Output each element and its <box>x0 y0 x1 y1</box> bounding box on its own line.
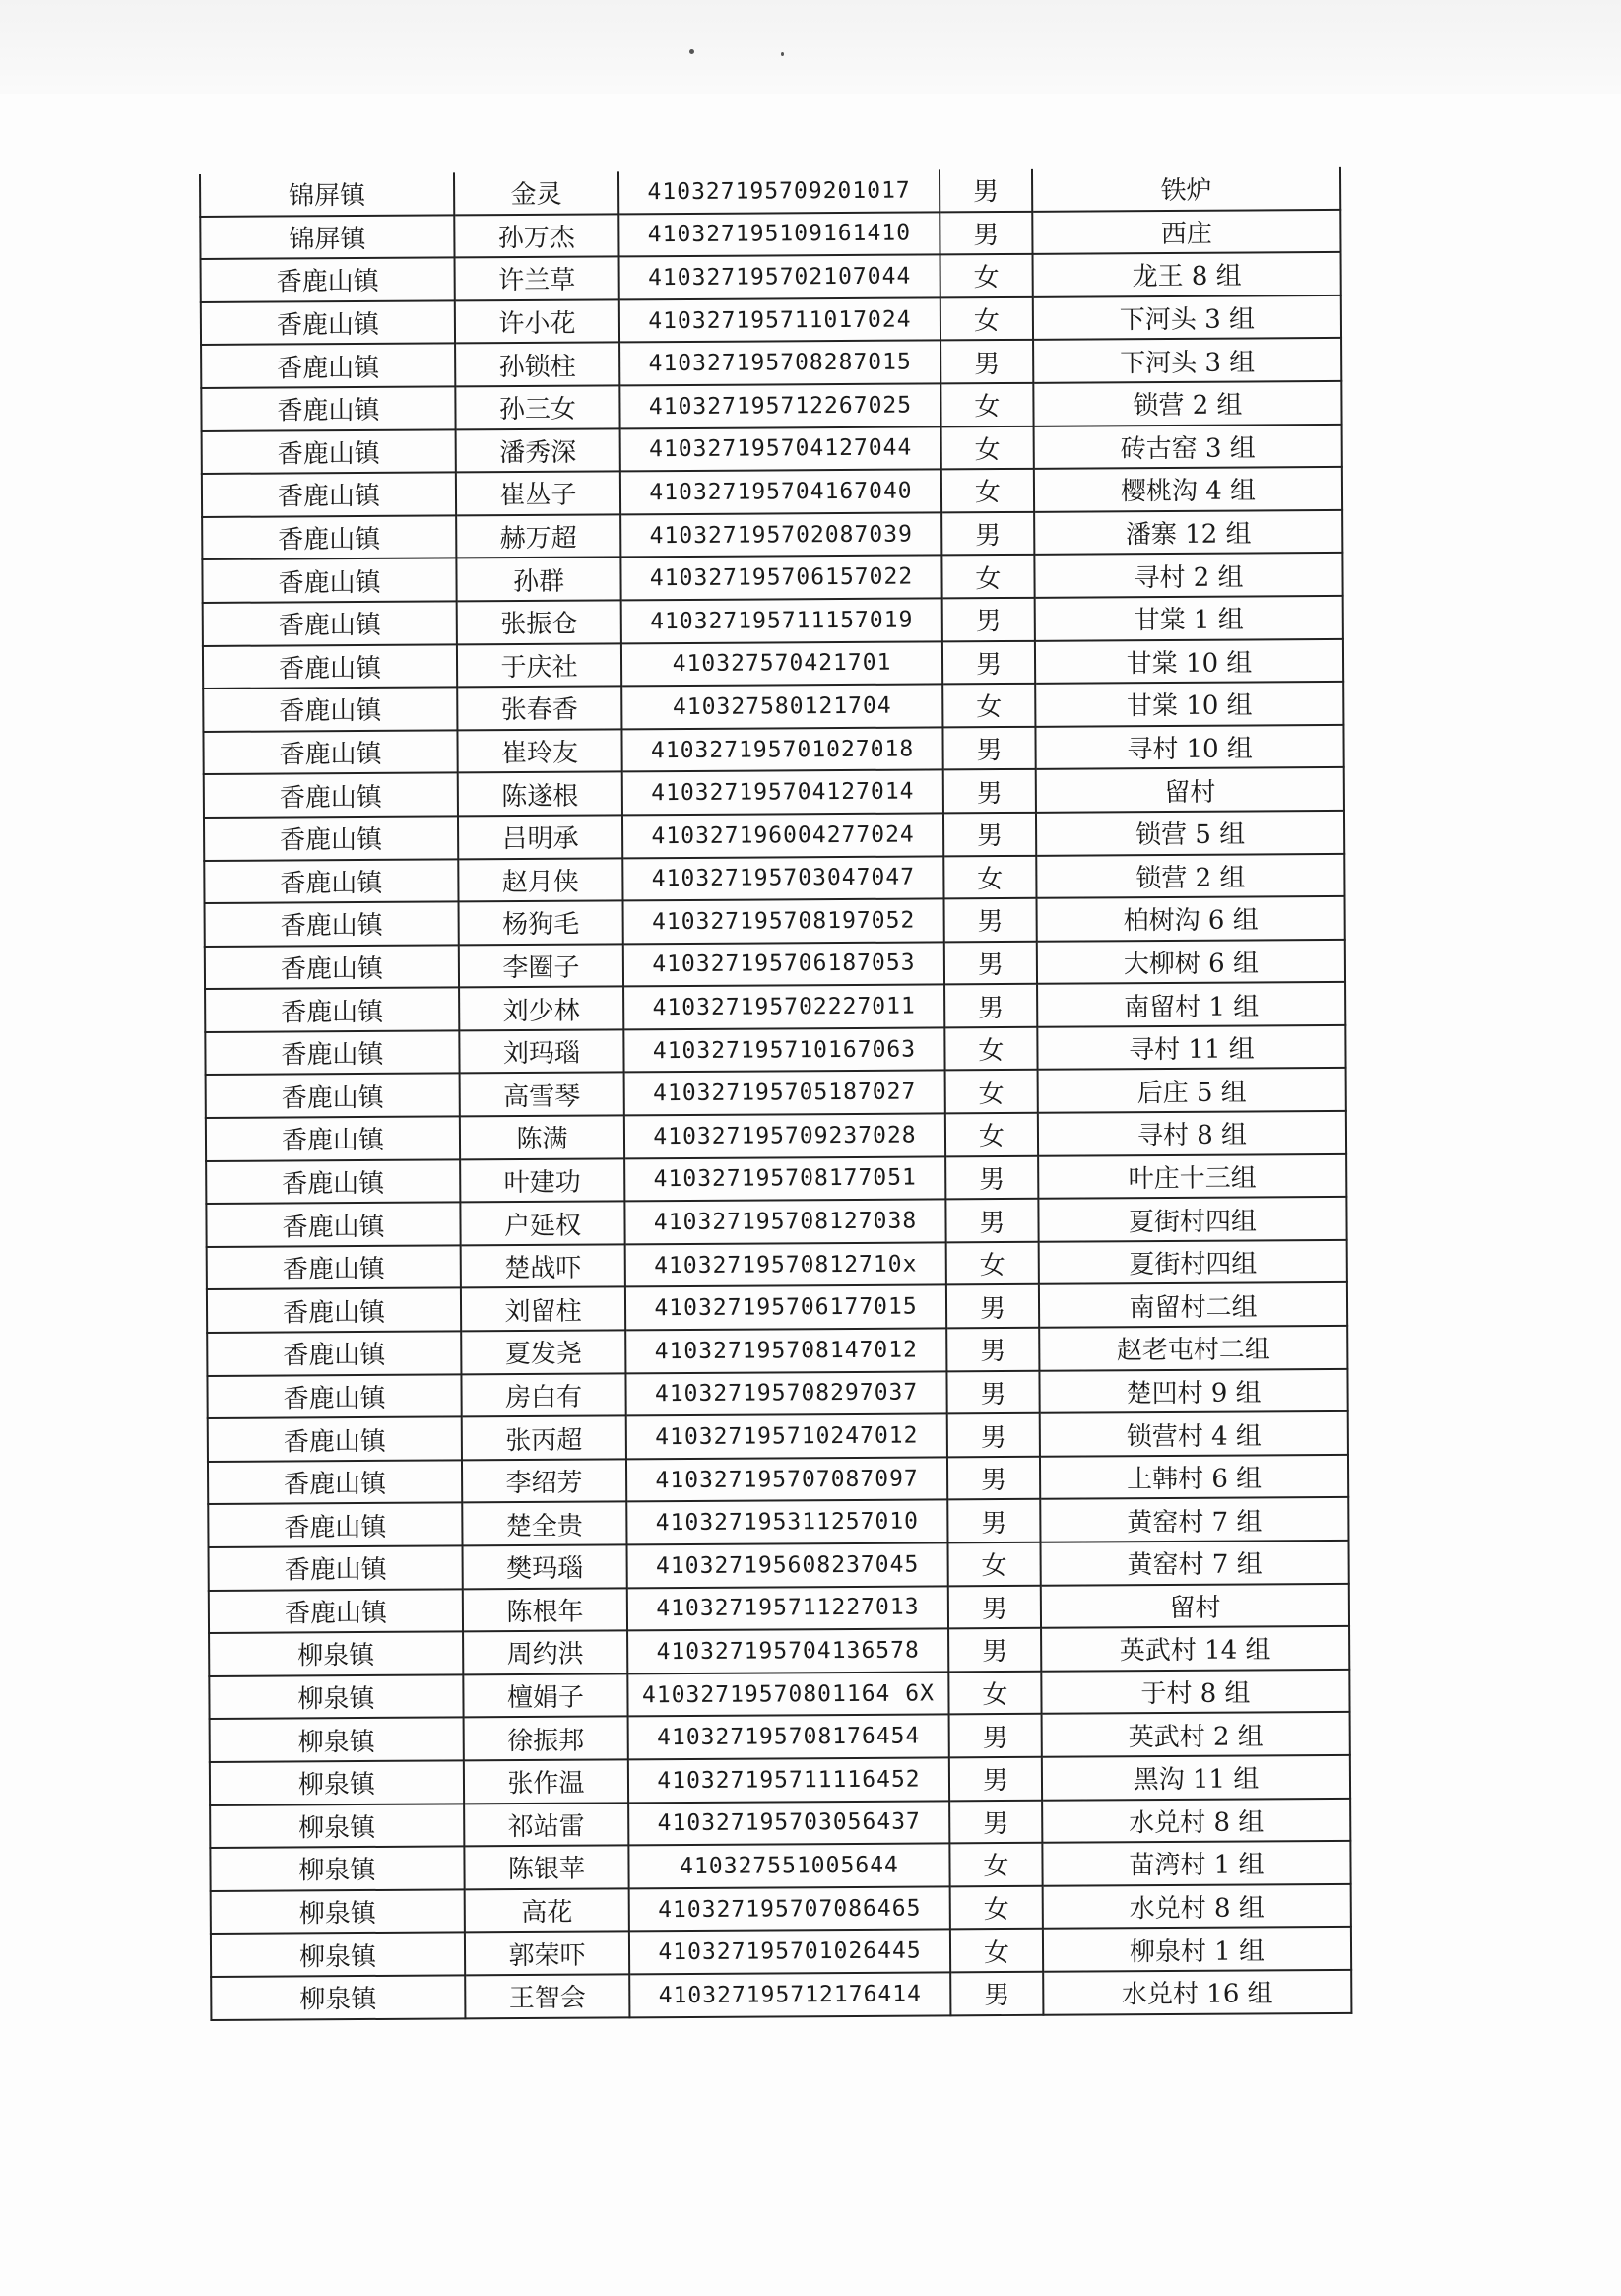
table-row <box>202 510 1342 560</box>
town-cell: 香鹿山镇 <box>204 773 458 818</box>
address-cell: 留村 <box>1036 767 1344 813</box>
address-cell: 于村 8 组 <box>1041 1670 1349 1715</box>
id-number-cell: 410327195608237045 <box>627 1542 948 1588</box>
id-number-cell: 410327195712267025 <box>619 383 940 428</box>
table-row <box>202 467 1342 517</box>
name-cell: 张振仓 <box>457 600 621 644</box>
table-row <box>206 1111 1346 1161</box>
town-cell: 香鹿山镇 <box>208 1503 462 1547</box>
name-cell: 陈遂根 <box>458 772 622 817</box>
gender-cell: 男 <box>947 1413 1040 1457</box>
name-cell: 刘玛瑙 <box>459 1029 623 1074</box>
table-row <box>209 1583 1349 1633</box>
table-row <box>208 1411 1348 1462</box>
address-cell: 后庄 5 组 <box>1038 1068 1346 1113</box>
table-row <box>204 811 1344 861</box>
town-cell: 香鹿山镇 <box>204 816 458 860</box>
id-number-cell: 410327195708287015 <box>619 341 940 386</box>
id-number-cell: 410327195709201017 <box>618 169 940 214</box>
town-cell: 香鹿山镇 <box>207 1245 461 1289</box>
address-cell: 砖古窑 3 组 <box>1034 424 1342 469</box>
name-cell: 陈满 <box>460 1115 624 1159</box>
address-cell: 锁营村 4 组 <box>1040 1411 1348 1457</box>
town-cell: 柳泉镇 <box>210 1760 464 1804</box>
scan-top-band <box>0 0 1621 94</box>
gender-cell: 女 <box>942 684 1035 727</box>
address-cell: 水兑村 8 组 <box>1042 1798 1350 1843</box>
gender-cell: 男 <box>945 1199 1038 1242</box>
table-row <box>208 1497 1348 1547</box>
gender-cell: 男 <box>949 1800 1042 1843</box>
town-cell: 香鹿山镇 <box>204 859 458 903</box>
town-cell: 香鹿山镇 <box>201 300 455 345</box>
name-cell: 祁站雷 <box>464 1803 628 1847</box>
table-row <box>209 1541 1349 1591</box>
table-row <box>207 1326 1347 1376</box>
name-cell: 张春香 <box>457 687 621 731</box>
table-row <box>205 982 1345 1032</box>
address-cell: 大柳树 6 组 <box>1037 940 1345 985</box>
address-cell: 龙王 8 组 <box>1033 252 1341 297</box>
gender-cell: 男 <box>947 1457 1040 1500</box>
table-row <box>200 210 1340 260</box>
gender-cell: 男 <box>950 1972 1043 2015</box>
name-cell: 潘秀深 <box>456 428 620 473</box>
name-cell: 吕明承 <box>458 815 622 859</box>
town-cell: 香鹿山镇 <box>202 429 456 474</box>
id-number-cell: 410327195710167063 <box>623 1027 944 1073</box>
id-number-cell: 410327195706157022 <box>620 556 941 601</box>
town-cell: 香鹿山镇 <box>203 644 457 689</box>
table-row <box>205 1025 1345 1076</box>
gender-cell: 男 <box>944 898 1037 942</box>
town-cell: 香鹿山镇 <box>207 1288 461 1333</box>
name-cell: 赵月侠 <box>458 858 622 902</box>
gender-cell: 女 <box>940 297 1033 341</box>
address-cell: 甘棠 10 组 <box>1035 638 1343 684</box>
id-number-cell: 410327195711157019 <box>621 598 942 643</box>
name-cell: 孙锁柱 <box>455 343 619 387</box>
town-cell: 香鹿山镇 <box>209 1545 463 1590</box>
gender-cell: 男 <box>941 512 1034 556</box>
town-cell: 香鹿山镇 <box>201 258 455 302</box>
town-cell: 香鹿山镇 <box>205 901 459 946</box>
address-cell: 西庄 <box>1032 210 1340 255</box>
table-row <box>203 682 1343 732</box>
town-cell: 香鹿山镇 <box>207 1374 461 1418</box>
gender-cell: 男 <box>943 813 1036 856</box>
table-row <box>211 1884 1351 1935</box>
gender-cell: 男 <box>946 1284 1039 1328</box>
table-row <box>203 638 1343 689</box>
id-number-cell: 410327195708176454 <box>628 1715 949 1760</box>
town-cell: 柳泉镇 <box>210 1718 464 1762</box>
town-cell: 香鹿山镇 <box>205 988 459 1032</box>
table-row <box>211 1970 1351 2020</box>
id-number-cell: 410327195708177051 <box>624 1156 945 1202</box>
table-row <box>206 1197 1346 1247</box>
name-cell: 樊玛瑙 <box>463 1544 627 1589</box>
gender-cell: 女 <box>949 1843 1042 1886</box>
id-number-cell: 410327195708197052 <box>623 898 944 944</box>
table-row <box>201 338 1341 388</box>
id-number-cell: 410327195712176414 <box>629 1972 950 2017</box>
name-cell: 陈根年 <box>463 1588 627 1632</box>
town-cell: 锦屏镇 <box>200 215 454 259</box>
name-cell: 孙万杰 <box>454 214 618 258</box>
gender-cell: 男 <box>944 942 1037 985</box>
id-number-cell: 410327195707086465 <box>629 1886 950 1932</box>
table-row <box>202 424 1342 474</box>
id-number-cell: 410327196004277024 <box>622 813 943 858</box>
gender-cell: 男 <box>947 1499 1040 1542</box>
town-cell: 柳泉镇 <box>211 1889 465 1934</box>
town-cell: 香鹿山镇 <box>206 1116 460 1160</box>
id-number-cell: 410327195704167040 <box>620 470 941 515</box>
table-row <box>207 1369 1347 1419</box>
name-cell: 李圈子 <box>459 944 623 988</box>
id-number-cell: 41032719570801164 6X <box>627 1672 948 1717</box>
id-number-cell: 410327195704127044 <box>620 426 941 472</box>
address-cell: 叶庄十三组 <box>1038 1154 1346 1200</box>
gender-cell: 男 <box>940 211 1032 254</box>
name-cell: 高雪琴 <box>460 1073 624 1117</box>
name-cell: 金灵 <box>454 171 618 215</box>
address-cell: 甘棠 10 组 <box>1035 682 1343 727</box>
gender-cell: 女 <box>944 1027 1037 1071</box>
id-number-cell: 41032719570812710x <box>625 1242 946 1287</box>
gender-cell: 男 <box>946 1370 1039 1413</box>
gender-cell: 女 <box>945 1070 1038 1113</box>
address-cell: 黄窑村 7 组 <box>1040 1497 1348 1542</box>
town-cell: 柳泉镇 <box>211 1933 465 1977</box>
table-row <box>207 1240 1347 1290</box>
name-cell: 陈银苹 <box>464 1846 628 1890</box>
name-cell: 许小花 <box>455 299 619 344</box>
table-row <box>210 1755 1350 1805</box>
gender-cell: 女 <box>950 1929 1043 1972</box>
name-cell: 叶建功 <box>460 1158 624 1203</box>
table-row <box>209 1626 1349 1676</box>
name-cell: 夏发尧 <box>461 1330 625 1374</box>
table-row <box>209 1670 1349 1720</box>
table-row <box>210 1798 1350 1848</box>
table-row <box>203 725 1343 775</box>
address-cell: 楚凹村 9 组 <box>1039 1369 1347 1414</box>
table-row <box>210 1712 1350 1762</box>
address-cell: 赵老屯村二组 <box>1039 1326 1347 1371</box>
name-cell: 楚全贵 <box>462 1502 626 1546</box>
address-cell: 夏街村四组 <box>1039 1240 1347 1285</box>
roster-body <box>200 167 1351 2020</box>
name-cell: 赫万超 <box>456 514 620 558</box>
id-number-cell: 410327195706177015 <box>625 1285 946 1331</box>
address-cell: 夏街村四组 <box>1038 1197 1346 1242</box>
gender-cell: 男 <box>940 169 1032 212</box>
address-cell: 留村 <box>1041 1583 1349 1628</box>
id-number-cell: 410327195701026445 <box>629 1930 950 1975</box>
gender-cell: 男 <box>940 340 1033 383</box>
scan-speck <box>689 49 694 54</box>
town-cell: 香鹿山镇 <box>206 1159 460 1204</box>
table-row <box>200 167 1340 217</box>
id-number-cell: 410327195711116452 <box>628 1757 949 1803</box>
town-cell: 香鹿山镇 <box>203 601 457 645</box>
address-cell: 苗湾村 1 组 <box>1042 1841 1350 1886</box>
address-cell: 水兑村 16 组 <box>1043 1970 1351 2015</box>
gender-cell: 男 <box>949 1757 1042 1801</box>
address-cell: 锁营 2 组 <box>1036 853 1344 898</box>
address-cell: 黄窑村 7 组 <box>1040 1541 1348 1586</box>
gender-cell: 女 <box>943 855 1036 898</box>
address-cell: 黑沟 11 组 <box>1042 1755 1350 1801</box>
id-number-cell: 410327570421701 <box>621 641 942 687</box>
id-number-cell: 410327195109161410 <box>618 212 940 257</box>
gender-cell: 女 <box>948 1672 1041 1715</box>
name-cell: 郭荣吓 <box>465 1932 629 1976</box>
table-row <box>201 252 1341 302</box>
id-number-cell: 410327195709237028 <box>624 1113 945 1158</box>
gender-cell: 男 <box>948 1585 1041 1628</box>
id-number-cell: 410327195707087097 <box>626 1457 947 1502</box>
town-cell: 香鹿山镇 <box>202 515 456 559</box>
name-cell: 房白有 <box>461 1373 625 1417</box>
address-cell: 南留村二组 <box>1039 1282 1347 1328</box>
gender-cell: 男 <box>945 1155 1038 1199</box>
name-cell: 孙群 <box>456 558 620 602</box>
gender-cell: 女 <box>940 383 1033 426</box>
gender-cell: 女 <box>948 1542 1041 1586</box>
gender-cell: 女 <box>941 469 1034 512</box>
address-cell: 水兑村 8 组 <box>1043 1884 1351 1930</box>
name-cell: 崔丛子 <box>456 472 620 516</box>
town-cell: 香鹿山镇 <box>205 1030 459 1075</box>
address-cell: 柏树沟 6 组 <box>1037 896 1345 942</box>
id-number-cell: 410327195703047047 <box>622 856 943 901</box>
town-cell: 香鹿山镇 <box>206 1074 460 1118</box>
id-number-cell: 410327195708127038 <box>624 1200 945 1245</box>
id-number-cell: 410327195311257010 <box>626 1500 947 1545</box>
town-cell: 柳泉镇 <box>209 1674 463 1719</box>
town-cell: 香鹿山镇 <box>203 688 457 732</box>
table-row <box>207 1282 1347 1333</box>
address-cell: 寻村 10 组 <box>1035 725 1343 770</box>
gender-cell: 女 <box>941 555 1034 598</box>
id-number-cell: 410327551005644 <box>628 1844 949 1889</box>
table-row <box>202 553 1342 603</box>
address-cell: 锁营 5 组 <box>1036 811 1344 856</box>
address-cell: 潘寨 12 组 <box>1034 510 1342 556</box>
address-cell: 南留村 1 组 <box>1037 982 1345 1027</box>
id-number-cell: 410327195704127014 <box>622 770 943 816</box>
town-cell: 香鹿山镇 <box>208 1460 462 1504</box>
address-cell: 铁炉 <box>1032 167 1340 212</box>
address-cell: 柳泉村 1 组 <box>1043 1927 1351 1972</box>
name-cell: 张丙超 <box>462 1416 626 1461</box>
id-number-cell: 410327195701027018 <box>621 727 942 772</box>
table-row <box>210 1841 1350 1891</box>
roster-table <box>199 167 1352 2021</box>
address-cell: 甘棠 1 组 <box>1035 596 1343 641</box>
id-number-cell: 410327195704136578 <box>627 1629 948 1674</box>
table-row <box>206 1154 1346 1205</box>
address-cell: 寻村 2 组 <box>1034 553 1342 598</box>
town-cell: 柳泉镇 <box>210 1804 464 1848</box>
id-number-cell: 410327195705187027 <box>624 1071 945 1116</box>
name-cell: 高花 <box>465 1888 629 1933</box>
id-number-cell: 410327195706187053 <box>623 942 944 987</box>
name-cell: 刘少林 <box>459 987 623 1031</box>
gender-cell: 女 <box>946 1242 1039 1285</box>
town-cell: 香鹿山镇 <box>205 945 459 989</box>
name-cell: 王智会 <box>465 1974 629 2018</box>
gender-cell: 男 <box>944 984 1037 1027</box>
name-cell: 张作温 <box>464 1759 628 1804</box>
table-row <box>201 381 1341 431</box>
gender-cell: 男 <box>948 1628 1041 1672</box>
gender-cell: 男 <box>943 769 1036 813</box>
id-number-cell: 410327195708297037 <box>625 1371 946 1416</box>
gender-cell: 男 <box>942 598 1035 641</box>
town-cell: 柳泉镇 <box>210 1847 464 1891</box>
address-cell: 樱桃沟 4 组 <box>1034 467 1342 512</box>
table-row <box>205 940 1345 990</box>
town-cell: 香鹿山镇 <box>202 558 456 603</box>
town-cell: 香鹿山镇 <box>203 730 457 774</box>
address-cell: 上韩村 6 组 <box>1040 1455 1348 1500</box>
name-cell: 孙三女 <box>455 385 619 429</box>
gender-cell: 男 <box>942 727 1035 770</box>
town-cell: 香鹿山镇 <box>208 1417 462 1462</box>
gender-cell: 男 <box>946 1328 1039 1371</box>
address-cell: 英武村 14 组 <box>1041 1626 1349 1672</box>
name-cell: 许兰草 <box>455 257 619 301</box>
table-row <box>204 767 1344 818</box>
gender-cell: 男 <box>949 1714 1042 1757</box>
id-number-cell: 410327195710247012 <box>626 1414 947 1460</box>
id-number-cell: 410327195702087039 <box>620 512 941 558</box>
town-cell: 柳泉镇 <box>209 1632 463 1676</box>
name-cell: 户延权 <box>460 1202 624 1246</box>
address-cell: 寻村 11 组 <box>1037 1025 1345 1071</box>
name-cell: 刘留柱 <box>461 1287 625 1332</box>
id-number-cell: 410327195702227011 <box>623 985 944 1030</box>
address-cell: 下河头 3 组 <box>1033 338 1341 383</box>
table-row <box>205 896 1345 947</box>
town-cell: 香鹿山镇 <box>206 1203 460 1247</box>
town-cell: 香鹿山镇 <box>202 473 456 517</box>
table-row <box>201 295 1341 346</box>
name-cell: 崔玲友 <box>457 729 621 773</box>
gender-cell: 女 <box>941 426 1034 469</box>
table-row <box>204 853 1344 903</box>
gender-cell: 女 <box>940 254 1033 297</box>
name-cell: 杨狗毛 <box>459 900 623 945</box>
name-cell: 徐振邦 <box>464 1717 628 1761</box>
gender-cell: 女 <box>950 1886 1043 1930</box>
id-number-cell: 410327195711227013 <box>627 1586 948 1631</box>
name-cell: 李绍芳 <box>462 1459 626 1503</box>
name-cell: 楚战吓 <box>461 1244 625 1288</box>
id-number-cell: 410327195708147012 <box>625 1328 946 1373</box>
id-number-cell: 410327580121704 <box>621 685 942 730</box>
id-number-cell: 410327195703056437 <box>628 1801 949 1846</box>
id-number-cell: 410327195711017024 <box>619 297 940 343</box>
town-cell: 柳泉镇 <box>211 1975 465 2019</box>
gender-cell: 女 <box>945 1113 1038 1156</box>
town-cell: 香鹿山镇 <box>209 1589 463 1633</box>
town-cell: 香鹿山镇 <box>201 386 455 430</box>
table-row <box>211 1927 1351 1977</box>
town-cell: 香鹿山镇 <box>201 344 455 388</box>
name-cell: 檀娟子 <box>463 1673 627 1718</box>
id-number-cell: 410327195702107044 <box>619 255 940 300</box>
table-row <box>203 596 1343 646</box>
address-cell: 锁营 2 组 <box>1033 381 1341 426</box>
address-cell: 英武村 2 组 <box>1042 1712 1350 1757</box>
town-cell: 香鹿山镇 <box>207 1331 461 1375</box>
name-cell: 周约洪 <box>463 1631 627 1675</box>
table-row <box>208 1455 1348 1505</box>
table-row <box>206 1068 1346 1118</box>
gender-cell: 男 <box>942 640 1035 684</box>
scan-speck <box>781 52 784 56</box>
address-cell: 下河头 3 组 <box>1033 295 1341 341</box>
name-cell: 于庆社 <box>457 643 621 688</box>
address-cell: 寻村 8 组 <box>1038 1111 1346 1156</box>
town-cell: 锦屏镇 <box>200 172 454 216</box>
